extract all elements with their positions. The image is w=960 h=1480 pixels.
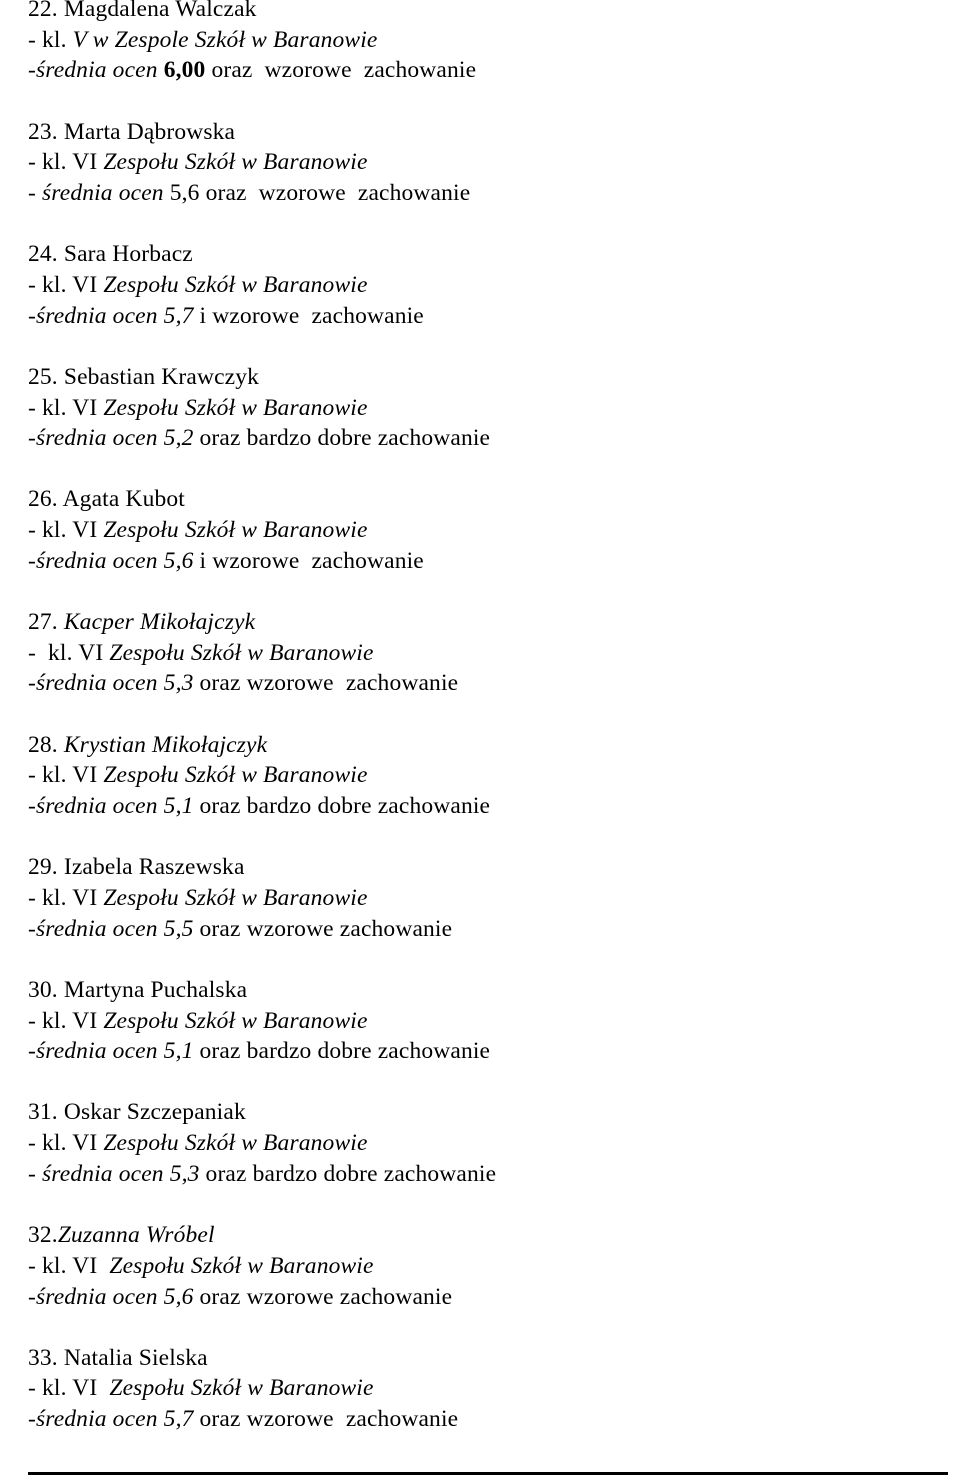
student-name-line [28, 0, 928, 25]
class-line [28, 1373, 928, 1404]
entry-number: 25. [28, 363, 58, 390]
student-entry [28, 1343, 928, 1435]
grade-value: 5,6 [169, 180, 200, 207]
grade-average: średnia ocen [35, 57, 164, 84]
class-prefix: - kl. VI [28, 639, 110, 666]
grade-average: średnia ocen 5,7 [35, 302, 194, 329]
student-name-line [28, 975, 928, 1006]
behaviour-text: i wzorowe zachowanie [193, 302, 424, 329]
school-name: Zespołu Szkół w Baranowie [103, 271, 368, 298]
student-entry [28, 362, 928, 454]
behaviour-text: oraz bardzo dobre zachowanie [199, 1160, 497, 1187]
student-name: Kacper Mikołajczyk [63, 609, 256, 636]
grade-line [28, 668, 928, 699]
grade-average: średnia ocen 5,2 [35, 425, 194, 452]
grade-line [28, 301, 928, 332]
class-line [28, 1006, 928, 1037]
student-name-line [28, 1097, 928, 1128]
student-entry [28, 484, 928, 576]
entry-number: 30. [28, 976, 58, 1003]
grade-average: średnia ocen 5,6 [35, 1283, 194, 1310]
grade-average: średnia ocen 5,3 [42, 1160, 200, 1187]
grade-prefix: - [28, 57, 36, 84]
grade-line [28, 914, 928, 945]
class-prefix: - kl. VI [28, 271, 104, 298]
grade-line [28, 546, 928, 577]
entry-number: 32. [28, 1222, 58, 1249]
student-entry [28, 1220, 928, 1312]
entry-number: 27. [28, 609, 58, 636]
entry-number: 31. [28, 1099, 58, 1126]
grade-value: 6,00 [163, 57, 206, 84]
student-entry [28, 975, 928, 1067]
school-name: Zespołu Szkół w Baranowie [103, 517, 368, 544]
grade-prefix: - [28, 793, 36, 820]
class-prefix: - kl. VI [28, 394, 104, 421]
grade-prefix: - [28, 302, 36, 329]
grade-prefix: - [28, 425, 36, 452]
class-line [28, 147, 928, 178]
behaviour-text: i wzorowe zachowanie [193, 547, 424, 574]
class-line [28, 760, 928, 791]
grade-prefix: - [28, 670, 36, 697]
student-name: Marta Dąbrowska [63, 118, 236, 145]
student-name: Zuzanna Wróbel [57, 1222, 215, 1249]
grade-line [28, 1036, 928, 1067]
student-entry [28, 607, 928, 699]
grade-prefix: - [28, 1406, 36, 1433]
grade-prefix: - [28, 915, 36, 942]
student-name-line [28, 239, 928, 270]
student-name: Sara Horbacz [63, 241, 193, 268]
grade-line [28, 1404, 928, 1435]
class-line [28, 270, 928, 301]
class-prefix: - kl. VI [28, 149, 104, 176]
class-line [28, 515, 928, 546]
behaviour-text: oraz wzorowe zachowanie [193, 1283, 453, 1310]
student-name-line [28, 730, 928, 761]
student-name: Agata Kubot [62, 486, 185, 513]
grade-average: średnia ocen 5,5 [35, 915, 194, 942]
bottom-rule [28, 1472, 948, 1475]
grade-line [28, 1159, 928, 1190]
class-line [28, 638, 928, 669]
entry-number: 23. [28, 118, 58, 145]
entry-number: 24. [28, 241, 58, 268]
student-name-line [28, 607, 928, 638]
awards-list [28, 0, 928, 1465]
school-name: Zespołu Szkół w Baranowie [109, 1375, 374, 1402]
behaviour-text: oraz wzorowe zachowanie [193, 1406, 459, 1433]
entry-number: 22. [28, 0, 58, 22]
grade-average: średnia ocen 5,3 [35, 670, 194, 697]
grade-line [28, 423, 928, 454]
behaviour-text: oraz bardzo dobre zachowanie [193, 793, 491, 820]
class-prefix: - kl. VI [28, 1007, 104, 1034]
entry-number: 28. [28, 731, 58, 758]
student-name: Natalia Sielska [63, 1344, 208, 1371]
student-name: Oskar Szczepaniak [63, 1099, 246, 1126]
student-name: Martyna Puchalska [63, 976, 248, 1003]
student-entry [28, 0, 928, 86]
student-name-line [28, 117, 928, 148]
student-name: Krystian Mikołajczyk [63, 731, 268, 758]
student-entry [28, 239, 928, 331]
grade-line [28, 55, 928, 86]
class-prefix: - kl. VI [28, 1130, 104, 1157]
student-entry [28, 117, 928, 209]
behaviour-text: oraz wzorowe zachowanie [205, 57, 477, 84]
student-name-line [28, 1343, 928, 1374]
student-name-line [28, 852, 928, 883]
student-name-line [28, 1220, 928, 1251]
student-entry [28, 730, 928, 822]
class-prefix: - kl. VI [28, 884, 104, 911]
entry-number: 33. [28, 1344, 58, 1371]
grade-prefix: - [28, 1038, 36, 1065]
behaviour-text: oraz bardzo dobre zachowanie [193, 1038, 491, 1065]
student-entry [28, 852, 928, 944]
student-entry [28, 1097, 928, 1189]
grade-line [28, 1282, 928, 1313]
student-name: Sebastian Krawczyk [63, 363, 260, 390]
student-name: Magdalena Walczak [63, 0, 257, 22]
class-line [28, 393, 928, 424]
grade-line [28, 178, 928, 209]
class-prefix: - kl. VI [28, 1375, 110, 1402]
entry-number: 26. [28, 486, 58, 513]
grade-prefix: - [28, 1160, 43, 1187]
school-name: Zespołu Szkół w Baranowie [103, 884, 368, 911]
student-name-line [28, 362, 928, 393]
grade-prefix: - [28, 180, 43, 207]
school-name: Zespołu Szkół w Baranowie [103, 762, 368, 789]
school-name: Zespołu Szkół w Baranowie [109, 1252, 374, 1279]
class-prefix: - kl. VI [28, 762, 104, 789]
grade-average: średnia ocen 5,7 [35, 1406, 194, 1433]
behaviour-text: oraz wzorowe zachowanie [199, 180, 471, 207]
class-prefix: - kl. [28, 26, 73, 53]
class-line [28, 1128, 928, 1159]
behaviour-text: oraz wzorowe zachowanie [193, 915, 453, 942]
student-name-line [28, 484, 928, 515]
grade-average: średnia ocen [42, 180, 170, 207]
class-line [28, 883, 928, 914]
grade-average: średnia ocen 5,1 [35, 1038, 194, 1065]
grade-average: średnia ocen 5,6 [35, 547, 194, 574]
class-prefix: - kl. VI [28, 517, 104, 544]
school-name: Zespołu Szkół w Baranowie [103, 149, 368, 176]
school-name: Zespołu Szkół w Baranowie [103, 1130, 368, 1157]
school-name: Zespołu Szkół w Baranowie [103, 394, 368, 421]
grade-average: średnia ocen 5,1 [35, 793, 194, 820]
class-prefix: - kl. VI [28, 1252, 110, 1279]
grade-prefix: - [28, 547, 36, 574]
school-name: Zespołu Szkół w Baranowie [103, 1007, 368, 1034]
class-line [28, 1251, 928, 1282]
school-name: Zespołu Szkół w Baranowie [109, 639, 374, 666]
grade-line [28, 791, 928, 822]
school-name: V w Zespole Szkół w Baranowie [72, 26, 378, 53]
behaviour-text: oraz bardzo dobre zachowanie [193, 425, 491, 452]
student-name: Izabela Raszewska [63, 854, 245, 881]
grade-prefix: - [28, 1283, 36, 1310]
entry-number: 29. [28, 854, 58, 881]
class-line [28, 25, 928, 56]
behaviour-text: oraz wzorowe zachowanie [193, 670, 459, 697]
